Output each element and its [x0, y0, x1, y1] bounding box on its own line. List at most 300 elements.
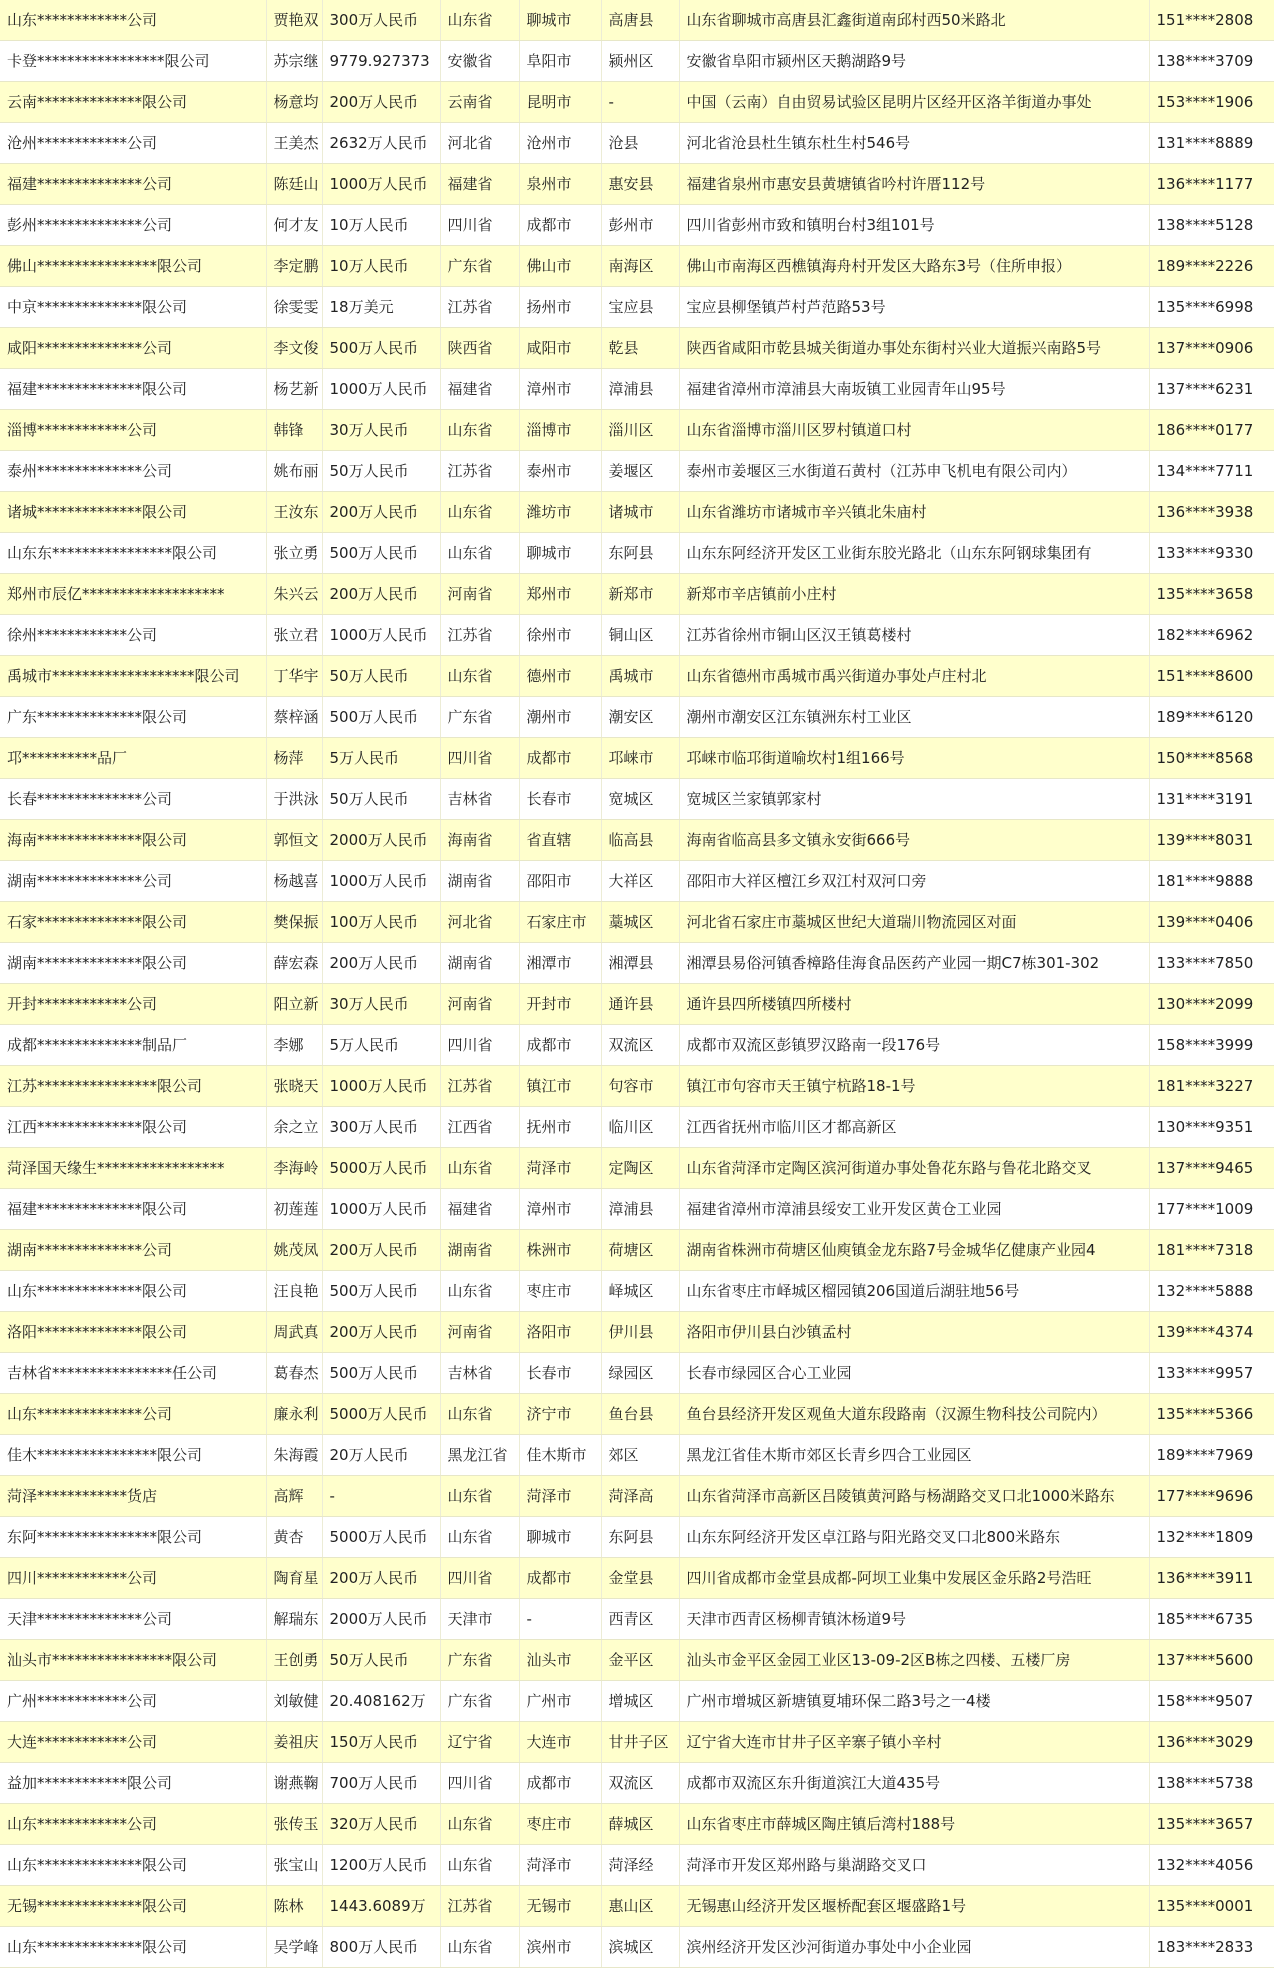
company-name-cell: 石家**************限公司 — [0, 902, 266, 943]
address-cell: 四川省成都市金堂县成都-阿坝工业集中发展区金乐路2号浩旺 — [679, 1558, 1149, 1599]
address-cell: 辽宁省大连市甘井子区辛寨子镇小辛村 — [679, 1722, 1149, 1763]
legal-person-cell: 于洪泳 — [266, 779, 322, 820]
table-row — [0, 1066, 1274, 1107]
address-cell: 佛山市南海区西樵镇海舟村开发区大路东3号（住所申报） — [679, 246, 1149, 287]
table-row — [0, 533, 1274, 574]
city-cell: 洛阳市 — [519, 1312, 601, 1353]
table-row — [0, 943, 1274, 984]
address-cell: 山东省菏泽市高新区吕陵镇黄河路与杨湖路交叉口北1000米路东 — [679, 1476, 1149, 1517]
company-name-cell: 四川************公司 — [0, 1558, 266, 1599]
company-name-cell: 山东**************限公司 — [0, 1845, 266, 1886]
phone-cell: 137****0906 — [1149, 328, 1274, 369]
district-cell: 邛崃市 — [601, 738, 679, 779]
phone-cell: 182****6962 — [1149, 615, 1274, 656]
city-cell: 咸阳市 — [519, 328, 601, 369]
city-cell: 邵阳市 — [519, 861, 601, 902]
phone-cell: 139****8031 — [1149, 820, 1274, 861]
address-cell: 山东东阿经济开发区工业街东胶光路北（山东东阿钢球集团有 — [679, 533, 1149, 574]
address-cell: 福建省泉州市惠安县黄塘镇省吟村许厝112号 — [679, 164, 1149, 205]
province-cell: 山东省 — [440, 1927, 519, 1968]
district-cell: 滨城区 — [601, 1927, 679, 1968]
registered-capital-cell: 200万人民币 — [322, 492, 440, 533]
province-cell: 山东省 — [440, 492, 519, 533]
legal-person-cell: 张宝山 — [266, 1845, 322, 1886]
province-cell: 福建省 — [440, 164, 519, 205]
address-cell: 泰州市姜堰区三水街道石黄村（江苏申飞机电有限公司内） — [679, 451, 1149, 492]
legal-person-cell: 王创勇 — [266, 1640, 322, 1681]
city-cell: 泰州市 — [519, 451, 601, 492]
address-cell: 福建省漳州市漳浦县大南坂镇工业园青年山95号 — [679, 369, 1149, 410]
registered-capital-cell: 1443.6089万 — [322, 1886, 440, 1927]
address-cell: 山东省德州市禹城市禹兴街道办事处卢庄村北 — [679, 656, 1149, 697]
province-cell: 湖南省 — [440, 861, 519, 902]
city-cell: 石家庄市 — [519, 902, 601, 943]
province-cell: 广东省 — [440, 246, 519, 287]
address-cell: 长春市绿园区合心工业园 — [679, 1353, 1149, 1394]
phone-cell: 132****5888 — [1149, 1271, 1274, 1312]
city-cell: 菏泽市 — [519, 1148, 601, 1189]
legal-person-cell: 张晓天 — [266, 1066, 322, 1107]
province-cell: 广东省 — [440, 1640, 519, 1681]
registered-capital-cell: 500万人民币 — [322, 697, 440, 738]
phone-cell: 138****5738 — [1149, 1763, 1274, 1804]
company-name-cell: 福建**************限公司 — [0, 369, 266, 410]
table-row — [0, 1804, 1274, 1845]
district-cell: 宝应县 — [601, 287, 679, 328]
province-cell: 江西省 — [440, 1107, 519, 1148]
city-cell: 郑州市 — [519, 574, 601, 615]
city-cell: 阜阳市 — [519, 41, 601, 82]
registered-capital-cell: 1000万人民币 — [322, 1066, 440, 1107]
legal-person-cell: 韩锋 — [266, 410, 322, 451]
address-cell: 安徽省阜阳市颍州区天鹅湖路9号 — [679, 41, 1149, 82]
legal-person-cell: 余之立 — [266, 1107, 322, 1148]
table-row — [0, 902, 1274, 943]
province-cell: 四川省 — [440, 205, 519, 246]
registered-capital-cell: 10万人民币 — [322, 205, 440, 246]
legal-person-cell: 姜祖庆 — [266, 1722, 322, 1763]
company-name-cell: 佛山****************限公司 — [0, 246, 266, 287]
address-cell: 山东省枣庄市峄城区榴园镇206国道后湖驻地56号 — [679, 1271, 1149, 1312]
table-row — [0, 574, 1274, 615]
city-cell: 省直辖 — [519, 820, 601, 861]
city-cell: 昆明市 — [519, 82, 601, 123]
legal-person-cell: 王汝东 — [266, 492, 322, 533]
legal-person-cell: 初莲莲 — [266, 1189, 322, 1230]
city-cell: 佛山市 — [519, 246, 601, 287]
province-cell: 广东省 — [440, 1681, 519, 1722]
company-name-cell: 吉林省****************任公司 — [0, 1353, 266, 1394]
phone-cell: 133****7850 — [1149, 943, 1274, 984]
district-cell: 句容市 — [601, 1066, 679, 1107]
phone-cell: 130****9351 — [1149, 1107, 1274, 1148]
legal-person-cell: 葛春杰 — [266, 1353, 322, 1394]
table-row — [0, 1435, 1274, 1476]
registered-capital-cell: 5000万人民币 — [322, 1394, 440, 1435]
table-row — [0, 1025, 1274, 1066]
registered-capital-cell: 1200万人民币 — [322, 1845, 440, 1886]
address-cell: 广州市增城区新塘镇夏埔环保二路3号之一4楼 — [679, 1681, 1149, 1722]
city-cell: 大连市 — [519, 1722, 601, 1763]
province-cell: 福建省 — [440, 369, 519, 410]
city-cell: 枣庄市 — [519, 1804, 601, 1845]
registered-capital-cell: 200万人民币 — [322, 1230, 440, 1271]
table-row — [0, 1599, 1274, 1640]
city-cell: 菏泽市 — [519, 1845, 601, 1886]
legal-person-cell: 张立君 — [266, 615, 322, 656]
phone-cell: 136****3029 — [1149, 1722, 1274, 1763]
table-row — [0, 1640, 1274, 1681]
address-cell: 菏泽市开发区郑州路与巢湖路交叉口 — [679, 1845, 1149, 1886]
address-cell: 山东省枣庄市薛城区陶庄镇后湾村188号 — [679, 1804, 1149, 1845]
district-cell: 临高县 — [601, 820, 679, 861]
registered-capital-cell: 200万人民币 — [322, 1312, 440, 1353]
registered-capital-cell: 150万人民币 — [322, 1722, 440, 1763]
district-cell: - — [601, 82, 679, 123]
company-name-cell: 江苏****************限公司 — [0, 1066, 266, 1107]
city-cell: 成都市 — [519, 1763, 601, 1804]
phone-cell: 177****9696 — [1149, 1476, 1274, 1517]
city-cell: 无锡市 — [519, 1886, 601, 1927]
district-cell: 东阿县 — [601, 1517, 679, 1558]
address-cell: 滨州经济开发区沙河街道办事处中小企业园 — [679, 1927, 1149, 1968]
phone-cell: 137****9465 — [1149, 1148, 1274, 1189]
city-cell: 聊城市 — [519, 0, 601, 41]
table-row — [0, 123, 1274, 164]
address-cell: 海南省临高县多文镇永安街666号 — [679, 820, 1149, 861]
phone-cell: 132****4056 — [1149, 1845, 1274, 1886]
city-cell: 长春市 — [519, 779, 601, 820]
address-cell: 江苏省徐州市铜山区汉王镇葛楼村 — [679, 615, 1149, 656]
province-cell: 江苏省 — [440, 1886, 519, 1927]
company-name-cell: 泰州**************公司 — [0, 451, 266, 492]
province-cell: 江苏省 — [440, 287, 519, 328]
district-cell: 彭州市 — [601, 205, 679, 246]
table-row — [0, 697, 1274, 738]
company-name-cell: 菏泽国天缘生***************** — [0, 1148, 266, 1189]
table-row — [0, 82, 1274, 123]
registered-capital-cell: 1000万人民币 — [322, 164, 440, 205]
legal-person-cell: 贾艳双 — [266, 0, 322, 41]
address-cell: 河北省沧县杜生镇东杜生村546号 — [679, 123, 1149, 164]
district-cell: 湘潭县 — [601, 943, 679, 984]
legal-person-cell: 汪良艳 — [266, 1271, 322, 1312]
province-cell: 山东省 — [440, 1804, 519, 1845]
province-cell: 海南省 — [440, 820, 519, 861]
company-name-cell: 广州************公司 — [0, 1681, 266, 1722]
legal-person-cell: 吴学峰 — [266, 1927, 322, 1968]
district-cell: 沧县 — [601, 123, 679, 164]
registered-capital-cell: 500万人民币 — [322, 1353, 440, 1394]
legal-person-cell: 樊保振 — [266, 902, 322, 943]
legal-person-cell: 陈林 — [266, 1886, 322, 1927]
legal-person-cell: 廉永利 — [266, 1394, 322, 1435]
company-name-cell: 开封************公司 — [0, 984, 266, 1025]
table-row — [0, 246, 1274, 287]
city-cell: 株洲市 — [519, 1230, 601, 1271]
table-row — [0, 1189, 1274, 1230]
district-cell: 郊区 — [601, 1435, 679, 1476]
province-cell: 湖南省 — [440, 1230, 519, 1271]
legal-person-cell: 周武真 — [266, 1312, 322, 1353]
registered-capital-cell: 5000万人民币 — [322, 1517, 440, 1558]
address-cell: 山东省菏泽市定陶区滨河街道办事处鲁花东路与鲁花北路交叉 — [679, 1148, 1149, 1189]
address-cell: 山东东阿经济开发区卓江路与阳光路交叉口北800米路东 — [679, 1517, 1149, 1558]
district-cell: 增城区 — [601, 1681, 679, 1722]
address-cell: 山东省聊城市高唐县汇鑫街道南邱村西50米路北 — [679, 0, 1149, 41]
legal-person-cell: 王美杰 — [266, 123, 322, 164]
legal-person-cell: 阳立新 — [266, 984, 322, 1025]
company-name-cell: 山东东****************限公司 — [0, 533, 266, 574]
registered-capital-cell: 30万人民币 — [322, 410, 440, 451]
city-cell: 菏泽市 — [519, 1476, 601, 1517]
registered-capital-cell: 700万人民币 — [322, 1763, 440, 1804]
registered-capital-cell: 5万人民币 — [322, 1025, 440, 1066]
registered-capital-cell: 1000万人民币 — [322, 1189, 440, 1230]
city-cell: 泉州市 — [519, 164, 601, 205]
legal-person-cell: 朱兴云 — [266, 574, 322, 615]
table-row — [0, 1394, 1274, 1435]
company-name-cell: 菏泽************货店 — [0, 1476, 266, 1517]
company-name-cell: 东阿****************限公司 — [0, 1517, 266, 1558]
company-name-cell: 山东**************限公司 — [0, 1271, 266, 1312]
province-cell: 辽宁省 — [440, 1722, 519, 1763]
district-cell: 姜堰区 — [601, 451, 679, 492]
city-cell: 长春市 — [519, 1353, 601, 1394]
district-cell: 铜山区 — [601, 615, 679, 656]
registered-capital-cell: 5万人民币 — [322, 738, 440, 779]
phone-cell: 153****1906 — [1149, 82, 1274, 123]
city-cell: 沧州市 — [519, 123, 601, 164]
phone-cell: 135****0001 — [1149, 1886, 1274, 1927]
phone-cell: 185****6735 — [1149, 1599, 1274, 1640]
district-cell: 禹城市 — [601, 656, 679, 697]
city-cell: 枣庄市 — [519, 1271, 601, 1312]
registered-capital-cell: 10万人民币 — [322, 246, 440, 287]
province-cell: 山东省 — [440, 533, 519, 574]
city-cell: 潮州市 — [519, 697, 601, 738]
province-cell: 吉林省 — [440, 779, 519, 820]
phone-cell: 181****9888 — [1149, 861, 1274, 902]
district-cell: 临川区 — [601, 1107, 679, 1148]
table-row — [0, 287, 1274, 328]
company-name-cell: 山东************公司 — [0, 1804, 266, 1845]
company-name-cell: 徐州************公司 — [0, 615, 266, 656]
registered-capital-cell: 20万人民币 — [322, 1435, 440, 1476]
company-name-cell: 卡登*****************限公司 — [0, 41, 266, 82]
province-cell: 江苏省 — [440, 1066, 519, 1107]
company-name-cell: 山东**************限公司 — [0, 1927, 266, 1968]
table-row — [0, 1886, 1274, 1927]
table-row — [0, 451, 1274, 492]
city-cell: 德州市 — [519, 656, 601, 697]
registered-capital-cell: 800万人民币 — [322, 1927, 440, 1968]
company-name-cell: 郑州市辰亿******************* — [0, 574, 266, 615]
province-cell: 山东省 — [440, 1394, 519, 1435]
registered-capital-cell: 50万人民币 — [322, 1640, 440, 1681]
registered-capital-cell: 500万人民币 — [322, 533, 440, 574]
province-cell: 四川省 — [440, 1025, 519, 1066]
address-cell: 山东省潍坊市诸城市辛兴镇北朱庙村 — [679, 492, 1149, 533]
table-row — [0, 1107, 1274, 1148]
company-name-cell: 福建**************限公司 — [0, 1189, 266, 1230]
district-cell: 伊川县 — [601, 1312, 679, 1353]
registered-capital-cell: 18万美元 — [322, 287, 440, 328]
company-name-cell: 咸阳**************公司 — [0, 328, 266, 369]
city-cell: 扬州市 — [519, 287, 601, 328]
phone-cell: 151****8600 — [1149, 656, 1274, 697]
district-cell: 金堂县 — [601, 1558, 679, 1599]
province-cell: 福建省 — [440, 1189, 519, 1230]
legal-person-cell: 姚茂凤 — [266, 1230, 322, 1271]
table-row — [0, 410, 1274, 451]
district-cell: 漳浦县 — [601, 1189, 679, 1230]
registered-capital-cell: 320万人民币 — [322, 1804, 440, 1845]
address-cell: 天津市西青区杨柳青镇沐杨道9号 — [679, 1599, 1149, 1640]
province-cell: 黑龙江省 — [440, 1435, 519, 1476]
phone-cell: 131****8889 — [1149, 123, 1274, 164]
registered-capital-cell: 2000万人民币 — [322, 1599, 440, 1640]
table-row — [0, 861, 1274, 902]
table-row — [0, 1517, 1274, 1558]
address-cell: 洛阳市伊川县白沙镇孟村 — [679, 1312, 1149, 1353]
table-row — [0, 205, 1274, 246]
legal-person-cell: 杨意均 — [266, 82, 322, 123]
district-cell: 鱼台县 — [601, 1394, 679, 1435]
table-row — [0, 1681, 1274, 1722]
company-name-cell: 海南**************限公司 — [0, 820, 266, 861]
city-cell: 聊城市 — [519, 533, 601, 574]
phone-cell: 177****1009 — [1149, 1189, 1274, 1230]
company-name-cell: 中京**************限公司 — [0, 287, 266, 328]
registered-capital-cell: 500万人民币 — [322, 1271, 440, 1312]
company-name-cell: 长春**************公司 — [0, 779, 266, 820]
phone-cell: 135****3657 — [1149, 1804, 1274, 1845]
legal-person-cell: 姚布丽 — [266, 451, 322, 492]
company-name-cell: 山东**************公司 — [0, 1394, 266, 1435]
address-cell: 成都市双流区彭镇罗汉路南一段176号 — [679, 1025, 1149, 1066]
phone-cell: 136****1177 — [1149, 164, 1274, 205]
phone-cell: 136****3911 — [1149, 1558, 1274, 1599]
company-name-cell: 天津**************公司 — [0, 1599, 266, 1640]
province-cell: 天津市 — [440, 1599, 519, 1640]
table-row — [0, 738, 1274, 779]
legal-person-cell: 丁华宇 — [266, 656, 322, 697]
table-row — [0, 656, 1274, 697]
address-cell: 江西省抚州市临川区才都高新区 — [679, 1107, 1149, 1148]
city-cell: 湘潭市 — [519, 943, 601, 984]
province-cell: 山东省 — [440, 1148, 519, 1189]
city-cell: 聊城市 — [519, 1517, 601, 1558]
address-cell: 中国（云南）自由贸易试验区昆明片区经开区洛羊街道办事处 — [679, 82, 1149, 123]
legal-person-cell: 刘敏健 — [266, 1681, 322, 1722]
phone-cell: 137****6231 — [1149, 369, 1274, 410]
district-cell: 新郑市 — [601, 574, 679, 615]
legal-person-cell: 杨越喜 — [266, 861, 322, 902]
province-cell: 河南省 — [440, 1312, 519, 1353]
legal-person-cell: 解瑞东 — [266, 1599, 322, 1640]
district-cell: 藁城区 — [601, 902, 679, 943]
city-cell: 成都市 — [519, 738, 601, 779]
phone-cell: 189****7969 — [1149, 1435, 1274, 1476]
district-cell: 荷塘区 — [601, 1230, 679, 1271]
address-cell: 邵阳市大祥区檀江乡双江村双河口旁 — [679, 861, 1149, 902]
table-row — [0, 164, 1274, 205]
district-cell: 东阿县 — [601, 533, 679, 574]
registered-capital-cell: - — [322, 1476, 440, 1517]
district-cell: 西青区 — [601, 1599, 679, 1640]
province-cell: 云南省 — [440, 82, 519, 123]
table-row — [0, 0, 1274, 41]
phone-cell: 158****3999 — [1149, 1025, 1274, 1066]
registered-capital-cell: 1000万人民币 — [322, 615, 440, 656]
phone-cell: 150****8568 — [1149, 738, 1274, 779]
province-cell: 河北省 — [440, 902, 519, 943]
province-cell: 四川省 — [440, 738, 519, 779]
city-cell: 抚州市 — [519, 1107, 601, 1148]
registered-capital-cell: 50万人民币 — [322, 779, 440, 820]
district-cell: 通许县 — [601, 984, 679, 1025]
registered-capital-cell: 300万人民币 — [322, 1107, 440, 1148]
registered-capital-cell: 100万人民币 — [322, 902, 440, 943]
district-cell: 双流区 — [601, 1025, 679, 1066]
address-cell: 黑龙江省佳木斯市郊区长青乡四合工业园区 — [679, 1435, 1149, 1476]
address-cell: 福建省漳州市漳浦县绥安工业开发区黄仓工业园 — [679, 1189, 1149, 1230]
table-row — [0, 1722, 1274, 1763]
company-name-cell: 沧州************公司 — [0, 123, 266, 164]
company-name-cell: 福建**************公司 — [0, 164, 266, 205]
city-cell: 徐州市 — [519, 615, 601, 656]
legal-person-cell: 何才友 — [266, 205, 322, 246]
address-cell: 陕西省咸阳市乾县城关街道办事处东街村兴业大道振兴南路5号 — [679, 328, 1149, 369]
table-row — [0, 984, 1274, 1025]
city-cell: 漳州市 — [519, 1189, 601, 1230]
company-name-cell: 湖南**************限公司 — [0, 943, 266, 984]
province-cell: 四川省 — [440, 1558, 519, 1599]
phone-cell: 189****2226 — [1149, 246, 1274, 287]
address-cell: 山东省淄博市淄川区罗村镇道口村 — [679, 410, 1149, 451]
district-cell: 绿园区 — [601, 1353, 679, 1394]
district-cell: 颍州区 — [601, 41, 679, 82]
company-name-cell: 湖南**************公司 — [0, 1230, 266, 1271]
address-cell: 宽城区兰家镇郭家村 — [679, 779, 1149, 820]
province-cell: 四川省 — [440, 1763, 519, 1804]
company-name-cell: 益加************限公司 — [0, 1763, 266, 1804]
district-cell: 高唐县 — [601, 0, 679, 41]
company-name-cell: 无锡**************限公司 — [0, 1886, 266, 1927]
legal-person-cell: 苏宗继 — [266, 41, 322, 82]
district-cell: 双流区 — [601, 1763, 679, 1804]
province-cell: 河南省 — [440, 984, 519, 1025]
address-cell: 宝应县柳堡镇芦村芦范路53号 — [679, 287, 1149, 328]
legal-person-cell: 谢燕鞠 — [266, 1763, 322, 1804]
district-cell: 漳浦县 — [601, 369, 679, 410]
company-name-cell: 诸城**************限公司 — [0, 492, 266, 533]
table-row — [0, 1148, 1274, 1189]
phone-cell: 131****3191 — [1149, 779, 1274, 820]
address-cell: 汕头市金平区金园工业区13-09-2区B栋之四楼、五楼厂房 — [679, 1640, 1149, 1681]
district-cell: 金平区 — [601, 1640, 679, 1681]
registered-capital-cell: 9779.927373 — [322, 41, 440, 82]
province-cell: 山东省 — [440, 410, 519, 451]
legal-person-cell: 蔡梓涵 — [266, 697, 322, 738]
province-cell: 江苏省 — [440, 451, 519, 492]
legal-person-cell: 李海岭 — [266, 1148, 322, 1189]
address-cell: 潮州市潮安区江东镇洲东村工业区 — [679, 697, 1149, 738]
registered-capital-cell: 200万人民币 — [322, 1558, 440, 1599]
registered-capital-cell: 5000万人民币 — [322, 1148, 440, 1189]
address-cell: 鱼台县经济开发区观鱼大道东段路南（汉源生物科技公司院内） — [679, 1394, 1149, 1435]
